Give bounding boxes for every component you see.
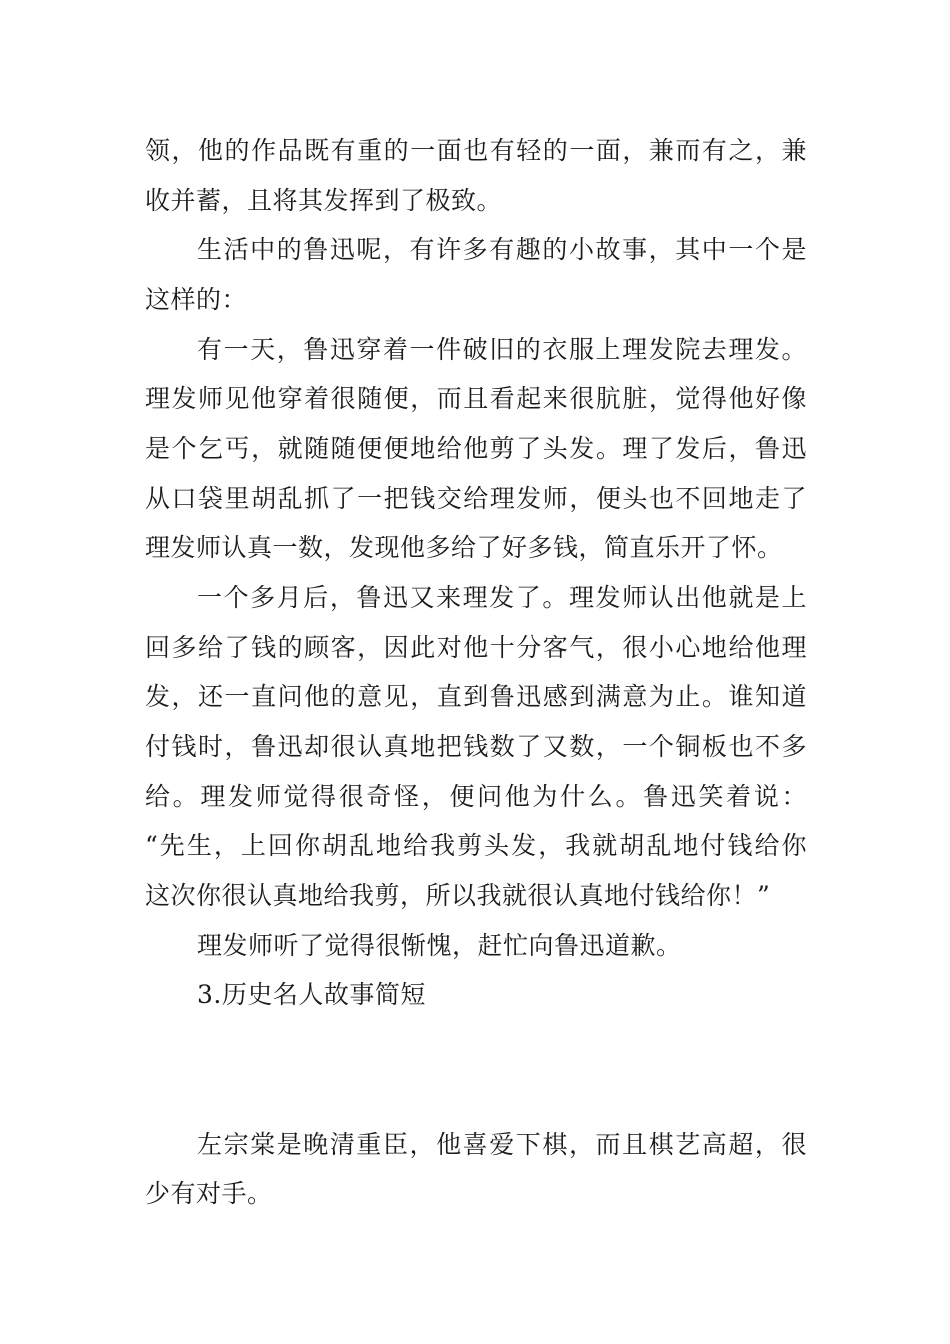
paragraph-line: 理发师见他穿着很随便，而且看起来很肮脏，觉得他好像: [145, 384, 807, 413]
paragraph-line: 是个乞丐，就随随便便地给他剪了头发。理了发后，鲁迅: [145, 434, 807, 463]
paragraph-line: 生活中的鲁迅呢，有许多有趣的小故事，其中一个是: [197, 235, 807, 264]
paragraph-line: 这样的：: [145, 285, 248, 314]
paragraph-line: 这次你很认真地给我剪，所以我就很认真地付钱给你！”: [145, 881, 771, 910]
paragraph-line: 理发师认真一数，发现他多给了好多钱，简直乐开了怀。: [145, 533, 783, 562]
paragraph-line: 回多给了钱的顾客，因此对他十分客气，很小心地给他理: [145, 633, 807, 662]
paragraph-line: 一个多月后，鲁迅又来理发了。理发师认出他就是上: [197, 583, 807, 612]
paragraph-line: 左宗棠是晚清重臣，他喜爱下棋，而且棋艺高超，很: [197, 1130, 807, 1159]
paragraph-line: 发，还一直问他的意见，直到鲁迅感到满意为止。谁知道: [145, 682, 807, 711]
paragraph-line: “先生，上回你胡乱地给我剪头发，我就胡乱地付钱给你: [145, 831, 807, 860]
paragraph-line: 有一天，鲁迅穿着一件破旧的衣服上理发院去理发。: [197, 335, 807, 364]
paragraph-line: 理发师听了觉得很惭愧，赶忙向鲁迅道歉。: [197, 931, 682, 960]
section-heading: 3.历史名人故事简短: [197, 980, 426, 1009]
paragraph-line: 收并蓄，且将其发挥到了极致。: [145, 186, 503, 215]
paragraph-line: 从口袋里胡乱抓了一把钱交给理发师，便头也不回地走了: [145, 484, 807, 513]
paragraph-line: 给。理发师觉得很奇怪，便问他为什么。鲁迅笑着说：: [145, 782, 807, 811]
paragraph-line: 领，他的作品既有重的一面也有轻的一面，兼而有之，兼: [145, 136, 807, 165]
paragraph-line: 少有对手。: [145, 1179, 273, 1208]
paragraph-line: 付钱时，鲁迅却很认真地把钱数了又数，一个铜板也不多: [145, 732, 807, 761]
